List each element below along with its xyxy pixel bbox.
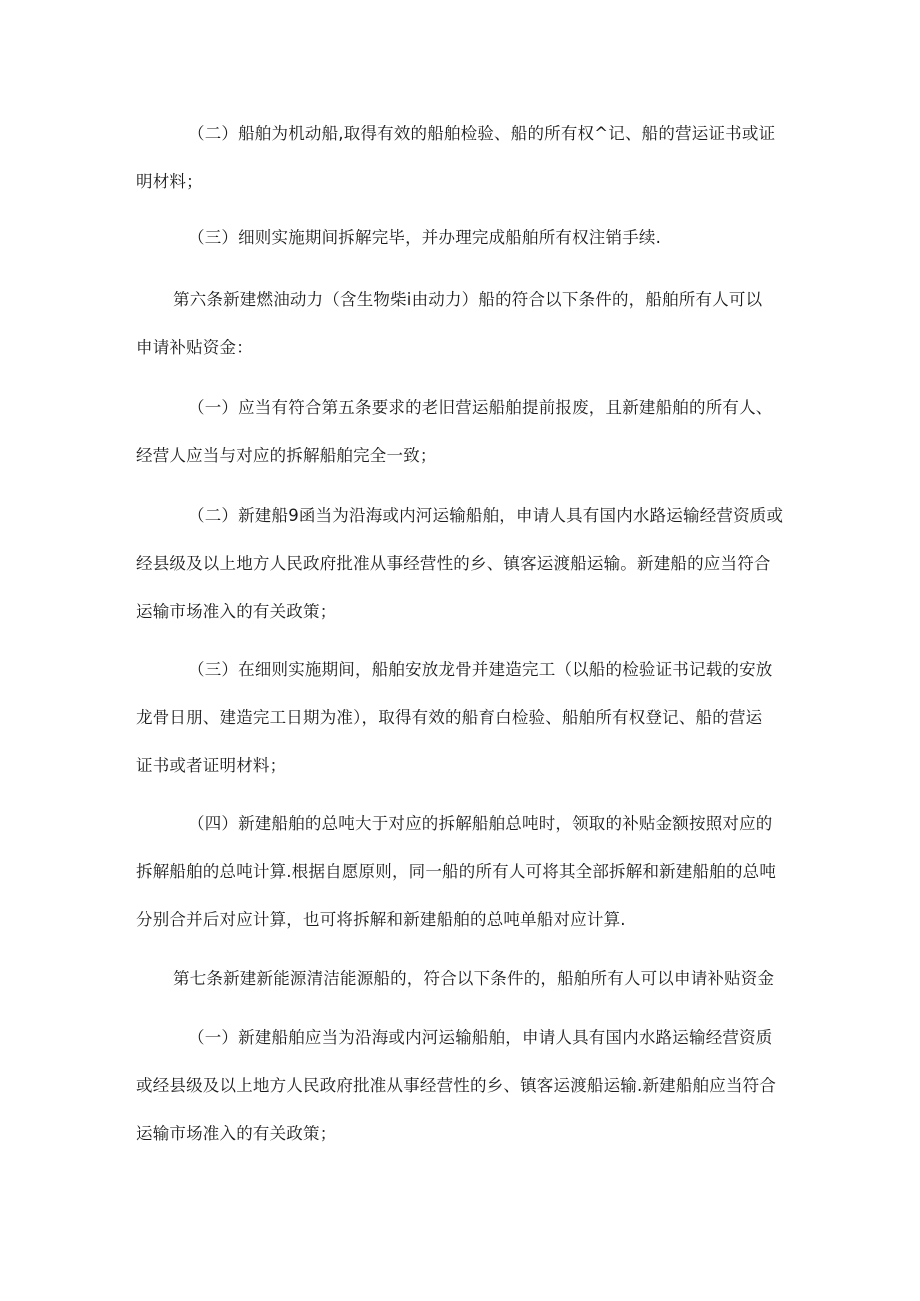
text-line: 申请补贴资金： bbox=[136, 338, 253, 357]
text-line: （二）船舶为机动船,取得有效的船舶检验、船的所有权^记、船的营运证书或证 bbox=[188, 124, 776, 143]
text-line: （三）在细则实施期间，船舶安放龙骨并建造完工（以船的检验证书记载的安放 bbox=[188, 660, 773, 679]
text-line: 第六条新建燃油动力（含生物柴i由动力）船的符合以下条件的，船舶所有人可以 bbox=[173, 290, 763, 309]
paragraph-article-6-item-2 bbox=[136, 492, 784, 636]
text-line: （三）细则实施期间拆解完毕，并办理完成船舶所有权注销手续. bbox=[188, 228, 662, 247]
text-line: 或经县级及以上地方人民政府批准从事经营性的乡、镇客运渡船运输.新建船舶应当符合 bbox=[136, 1076, 777, 1095]
paragraph-article-7 bbox=[136, 955, 784, 1003]
text-line: 第七条新建新能源清洁能源船的，符合以下条件的，船舶所有人可以申请补贴资金 bbox=[173, 969, 775, 988]
paragraph-article-7-item-1 bbox=[136, 1014, 784, 1158]
paragraph-article-6-item-4 bbox=[136, 800, 784, 944]
text-line: 运输市场准入的有关政策； bbox=[136, 602, 337, 621]
text-line: 经营人应当与对应的拆解船舶完全一致； bbox=[136, 446, 437, 465]
text-line: 运输市场准入的有关政策； bbox=[136, 1124, 337, 1143]
text-line: （一）新建船舶应当为沿海或内河运输船舶，申请人具有国内水路运输经营资质 bbox=[188, 1028, 773, 1047]
text-line: 明材料； bbox=[136, 172, 203, 191]
paragraph-item-2-ship-conditions bbox=[136, 110, 784, 206]
text-line: 拆解船舶的总吨计算.根据自愿原则，同一船的所有人可将其全部拆解和新建船舶的总吨 bbox=[136, 862, 777, 881]
text-line: 经县级及以上地方人民政府批准从事经营性的乡、镇客运渡船运输。新建船的应当符合 bbox=[136, 554, 771, 573]
text-line: （二）新建船9函当为沿海或内河运输船舶，申请人具有国内水路运输经营资质或 bbox=[188, 506, 784, 525]
text-line: （一）应当有符合第五条要求的老旧营运船舶提前报废，且新建船舶的所有人、 bbox=[188, 398, 773, 417]
paragraph-item-3-dismantling bbox=[136, 214, 784, 262]
paragraph-article-6 bbox=[136, 276, 784, 372]
text-line: 分别合并后对应计算，也可将拆解和新建船舶的总吨单船对应计算. bbox=[136, 910, 626, 929]
text-line: 龙骨日朋、建造完工日期为准），取得有效的船育白检验、船舶所有权登记、船的营运 bbox=[136, 708, 763, 727]
text-line: 证书或者证明材料； bbox=[136, 756, 287, 775]
paragraph-article-6-item-1 bbox=[136, 384, 784, 480]
text-line: （四）新建船舶的总吨大于对应的拆解船舶总吨时，领取的补贴金额按照对应的 bbox=[188, 814, 773, 833]
paragraph-article-6-item-3 bbox=[136, 646, 784, 790]
